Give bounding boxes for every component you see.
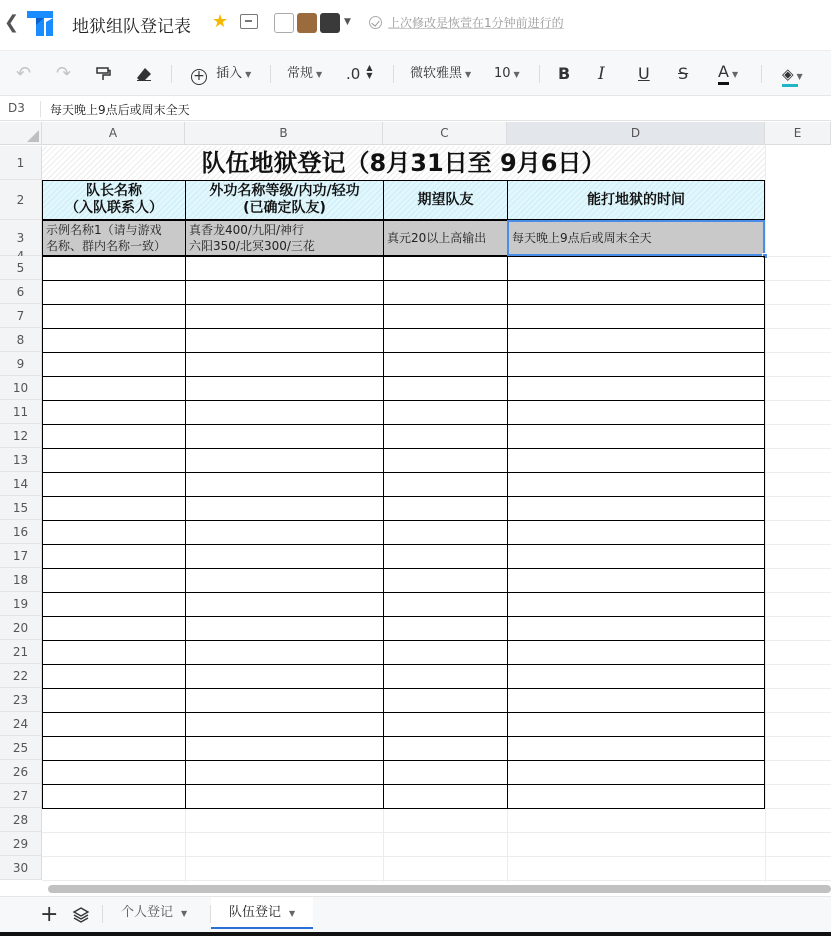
cell-text: 真元20以上高输出 [387, 231, 487, 245]
bold-button[interactable]: B [558, 64, 571, 83]
document-title[interactable]: 地狱组队登记表 [72, 17, 191, 37]
table-border [42, 328, 765, 329]
table-border [507, 256, 508, 809]
header-cell-skills[interactable] [185, 180, 384, 220]
header-cell-teammate[interactable] [383, 180, 508, 220]
header-text: 期望队友 [417, 191, 474, 208]
table-border [42, 616, 765, 617]
row-header-26[interactable]: 26 [0, 760, 42, 784]
decimal-stepper[interactable] [346, 51, 372, 97]
table-border [42, 352, 765, 353]
decimal-label: .0 [346, 65, 361, 83]
table-border [42, 640, 765, 641]
cell-text: 六阳350/北冥300/三花 [189, 239, 315, 253]
italic-button[interactable]: I [598, 64, 605, 84]
save-status[interactable] [369, 14, 564, 31]
table-border [42, 256, 43, 809]
star-icon[interactable]: ★ [212, 11, 229, 32]
row-header-3[interactable]: 3 [0, 220, 42, 256]
tab-label: 个人登记 [121, 905, 174, 920]
row-header-24[interactable]: 24 [0, 712, 42, 736]
row-header-23[interactable]: 23 [0, 688, 42, 712]
row-header-22[interactable]: 22 [0, 664, 42, 688]
tab-team[interactable] [211, 897, 313, 929]
cell-text: 示例名称1（请与游戏 [46, 223, 162, 237]
folder-move-icon[interactable] [240, 14, 258, 29]
table-border [42, 568, 765, 569]
collaborator-avatars[interactable] [274, 13, 340, 33]
gridline [42, 880, 831, 881]
chevron-down-icon: ▼ [465, 70, 472, 79]
example-cell-skills[interactable] [185, 220, 384, 256]
clear-format-icon[interactable] [136, 67, 152, 81]
cell-text: 真香龙400/九阳/神行 [189, 223, 304, 237]
row-header-18[interactable]: 18 [0, 568, 42, 592]
chevron-down-icon: ▼ [731, 70, 739, 79]
add-sheet-icon[interactable]: + [40, 902, 59, 927]
font-color-button[interactable] [718, 51, 738, 97]
table-border [42, 472, 765, 473]
chevron-down-icon: ▼ [796, 72, 803, 81]
row-header-7[interactable]: 7 [0, 304, 42, 328]
strikethrough-button[interactable]: S [678, 64, 689, 83]
row-header-14[interactable]: 14 [0, 472, 42, 496]
cell-reference[interactable]: D3 [8, 101, 25, 115]
font-family-select[interactable] [410, 51, 471, 97]
formula-divider [40, 101, 41, 117]
formula-input[interactable]: 每天晚上9点后或周末全天 [50, 103, 190, 117]
tab-label: 队伍登记 [229, 905, 282, 920]
check-circle-icon [369, 16, 382, 29]
avatar[interactable] [274, 13, 294, 33]
column-header-d[interactable]: D [507, 122, 765, 145]
column-header-e[interactable]: E [765, 122, 831, 145]
formula-bar [0, 97, 831, 121]
app-header [0, 0, 831, 48]
avatar[interactable] [297, 13, 317, 33]
save-status-text: 上次修改是恢萱在1分钟前进行的 [388, 16, 564, 30]
font-size-label: 10 [494, 66, 511, 81]
row-header-30[interactable]: 30 [0, 856, 42, 880]
sheet-tab-bar [0, 896, 831, 936]
table-border [42, 448, 765, 449]
font-color-label: A [718, 62, 729, 85]
insert-button[interactable] [191, 51, 251, 97]
column-header-a[interactable]: A [42, 122, 185, 145]
table-border [42, 376, 765, 377]
chevron-down-icon: ▼ [316, 70, 323, 79]
app-logo-icon[interactable] [24, 8, 56, 38]
table-border [42, 256, 765, 257]
undo-icon[interactable]: ↶ [16, 63, 32, 84]
underline-button[interactable]: U [638, 64, 650, 83]
avatar[interactable] [320, 13, 340, 33]
row-header-15[interactable]: 15 [0, 496, 42, 520]
plus-circle-icon: + [191, 69, 207, 85]
sheet-title-cell[interactable]: 队伍地狱登记（8月31日至 9月6日） [42, 146, 765, 180]
fill-color-indicator [782, 84, 798, 87]
table-border [42, 688, 765, 689]
row-header-1[interactable]: 1 [0, 146, 42, 180]
window-bottom-edge [0, 932, 831, 936]
table-border [42, 664, 765, 665]
table-border [42, 592, 765, 593]
row-header-25[interactable]: 25 [0, 736, 42, 760]
table-border [42, 496, 765, 497]
horizontal-scrollbar[interactable] [48, 885, 831, 893]
table-border [42, 736, 765, 737]
column-header-c[interactable]: C [383, 122, 507, 145]
table-border [383, 256, 384, 809]
selected-cell-d3[interactable] [507, 220, 765, 256]
chevron-down-icon: ▼ [245, 70, 252, 79]
toolbar-divider [539, 65, 540, 83]
table-border [42, 280, 765, 281]
select-all-corner[interactable] [0, 122, 42, 145]
toolbar [0, 50, 831, 96]
redo-icon[interactable]: ↷ [56, 63, 72, 84]
row-header-8[interactable]: 8 [0, 328, 42, 352]
spreadsheet-grid[interactable] [0, 122, 831, 882]
font-size-select[interactable] [494, 51, 520, 97]
number-format-label: 常规 [287, 66, 314, 81]
row-header-10[interactable]: 10 [0, 376, 42, 400]
chevron-down-icon[interactable]: ▼ [344, 17, 351, 27]
row-header-13[interactable]: 13 [0, 448, 42, 472]
format-painter-icon[interactable] [96, 67, 112, 81]
gridline [42, 832, 831, 833]
row-header-21[interactable]: 21 [0, 640, 42, 664]
table-border [42, 712, 765, 713]
header-subtext: (已确定队友) [243, 200, 326, 216]
table-border [42, 400, 765, 401]
sheet-list-icon[interactable] [72, 906, 90, 924]
table-border [42, 760, 765, 761]
row-header-5[interactable]: 5 [0, 256, 42, 280]
font-family-label: 微软雅黑 [410, 66, 463, 81]
table-border [42, 808, 765, 809]
example-cell-teammate[interactable] [383, 220, 508, 256]
header-text: 能打地狱的时间 [587, 191, 685, 208]
cell-text: 每天晚上9点后或周末全天 [512, 231, 652, 245]
row-header-12[interactable]: 12 [0, 424, 42, 448]
row-header-19[interactable]: 19 [0, 592, 42, 616]
row-header-20[interactable]: 20 [0, 616, 42, 640]
table-border [42, 304, 765, 305]
chevron-down-icon: ▼ [513, 70, 520, 79]
header-text: 队长名称 [86, 183, 142, 199]
toolbar-divider [270, 65, 271, 83]
insert-label: 插入 [216, 66, 243, 81]
table-border [42, 520, 765, 521]
toolbar-divider [761, 65, 762, 83]
row-header-27[interactable]: 27 [0, 784, 42, 808]
fill-color-button[interactable] [782, 51, 822, 97]
chevron-down-icon[interactable]: ▼ [181, 909, 188, 918]
toolbar-divider [171, 65, 172, 83]
gridline [42, 856, 831, 857]
table-border [42, 784, 765, 785]
row-header-17[interactable]: 17 [0, 544, 42, 568]
row-header-16[interactable]: 16 [0, 520, 42, 544]
paint-bucket-icon: ◈ [782, 65, 794, 83]
table-border [42, 424, 765, 425]
header-text: 外功名称等级/内功/轻功 [209, 183, 360, 199]
number-format-select[interactable] [287, 51, 322, 97]
example-cell-captain[interactable] [42, 220, 186, 256]
toolbar-divider [393, 65, 394, 83]
table-border [42, 544, 765, 545]
stepper-arrows-icon[interactable]: ▲ ▼ [366, 63, 373, 80]
header-cell-time[interactable] [507, 180, 765, 220]
table-border [185, 256, 186, 809]
row-header-28[interactable]: 28 [0, 808, 42, 832]
cell-text: 名称、群内名称一致） [46, 239, 167, 253]
tab-personal[interactable] [103, 897, 205, 929]
row-header-29[interactable]: 29 [0, 832, 42, 856]
back-icon[interactable]: ❮ [4, 12, 20, 33]
row-header-9[interactable]: 9 [0, 352, 42, 376]
header-subtext: （入队联系人） [65, 200, 163, 216]
header-cell-captain[interactable] [42, 180, 186, 220]
row-header-11[interactable]: 11 [0, 400, 42, 424]
table-border [764, 256, 765, 809]
row-header-2[interactable]: 2 [0, 180, 42, 220]
column-header-b[interactable]: B [185, 122, 383, 145]
chevron-down-icon[interactable]: ▼ [289, 909, 296, 918]
row-header-6[interactable]: 6 [0, 280, 42, 304]
